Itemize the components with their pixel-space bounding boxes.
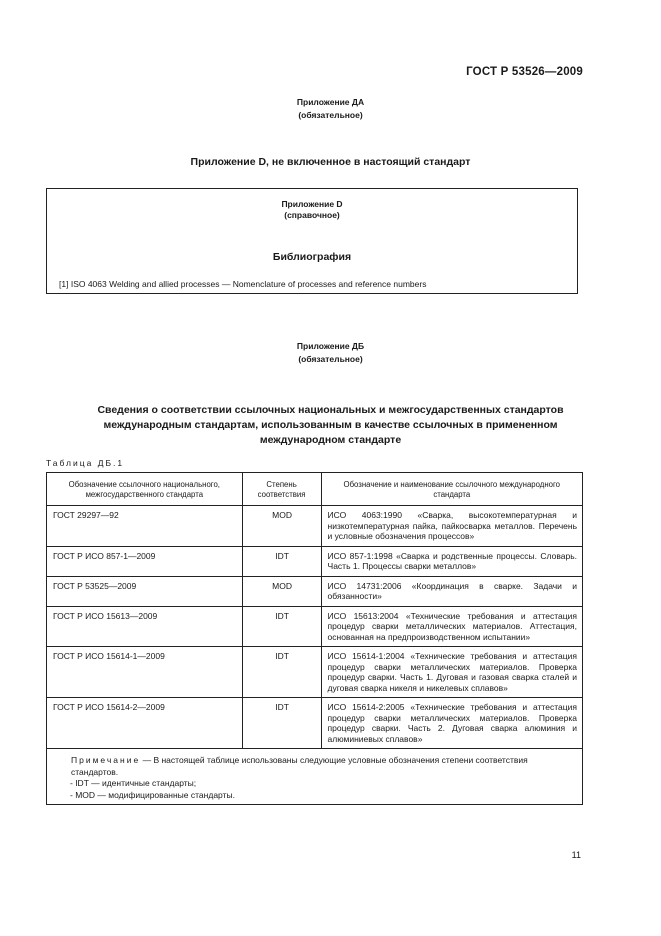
table-note [47, 749, 583, 805]
table-row [47, 506, 583, 547]
note-item-mod: - MOD — модифицированные стандарты. [70, 789, 235, 800]
appendix-d-box [46, 188, 578, 294]
table-note-row [47, 749, 583, 805]
bibliography-entry [59, 279, 426, 289]
table-header-row [47, 473, 583, 506]
cell-degree: MOD [242, 506, 321, 547]
bibliography-title: Библиография [272, 251, 352, 263]
bibliography-ref-number: [1] [59, 279, 69, 289]
header-degree: Степень соответствия [242, 473, 321, 506]
cell-national: ГОСТ Р ИСО 15614-1—2009 [47, 647, 243, 698]
appendix-db-heading [0, 403, 661, 448]
table-row [47, 546, 583, 576]
appendix-da-title [0, 96, 661, 122]
cell-national: ГОСТ Р ИСО 15614-2—2009 [47, 698, 243, 749]
appendix-d-title: Приложение D [281, 199, 343, 209]
appendix-db-status: (обязательное) [298, 354, 363, 364]
appendix-db-heading-line1: Сведения о соответствии ссылочных национальных и межгосударственных стандартов [97, 404, 564, 416]
cell-degree: IDT [242, 647, 321, 698]
cell-national: ГОСТ Р ИСО 15613—2009 [47, 606, 243, 647]
cell-international: ИСО 857-1:1998 «Сварка и родственные процессы. Словарь. Часть 1. Процессы сварки металлов» [321, 546, 582, 576]
header-international: Обозначение и наименование ссылочного международного стандарта [321, 473, 582, 506]
cell-national: ГОСТ Р 53525—2009 [47, 576, 243, 606]
cell-degree: IDT [242, 698, 321, 749]
correspondence-table [46, 472, 583, 805]
table-row [47, 606, 583, 647]
appendix-db-title [0, 340, 661, 366]
table-row [47, 647, 583, 698]
page-number: 11 [571, 850, 581, 860]
appendix-d-status: (справочное) [284, 210, 340, 220]
standard-designation: ГОСТ Р 53526—2009 [466, 66, 583, 78]
note-label: Примечание [71, 755, 141, 765]
cell-degree: IDT [242, 546, 321, 576]
cell-international: ИСО 4063:1990 «Сварка, высокотемпературная и низкотемпературная пайка, пайкосварка металлов. Перечень и условные обозначения процессов» [321, 506, 582, 547]
cell-national: ГОСТ Р ИСО 857-1—2009 [47, 546, 243, 576]
cell-national: ГОСТ 29297—92 [47, 506, 243, 547]
appendix-db-heading-line3: международном стандарте [259, 434, 402, 446]
appendix-da-label: Приложение ДА [296, 97, 365, 107]
bibliography-ref-text: ISO 4063 Welding and allied processes — Nomenclature of processes and reference numbers [70, 279, 427, 289]
appendix-da-heading: Приложение D, не включенное в настоящий стандарт [190, 156, 471, 168]
cell-international: ИСО 15614-2:2005 «Технические требования и аттестация процедур сварки металлических материалов. Проверка процедур сварки. Часть 2. Дуговая сварка алюминия и алюминиевых сплавов» [321, 698, 582, 749]
cell-international: ИСО 15613:2004 «Технические требования и аттестация процедур сварки металлических материалов. Аттестация, основанная на предпроизводственном испытании» [321, 606, 582, 647]
appendix-db-heading-line2: международным стандартам, использованным в качестве ссылочных в примененном [103, 419, 558, 431]
cell-international: ИСО 15614-1:2004 «Технические требования и аттестация процедур сварки металлических материалов. Проверка процедур сварки. Часть 1. Дуговая и газовая сварка сталей и дуговая сварка никеля и никелевых сплавов» [321, 647, 582, 698]
cell-degree: MOD [242, 576, 321, 606]
header-national: Обозначение ссылочного национального, межгосударственного стандарта [47, 473, 243, 506]
table-row [47, 698, 583, 749]
table-row [47, 576, 583, 606]
table-caption: Таблица ДБ.1 [46, 458, 125, 468]
cell-degree: IDT [242, 606, 321, 647]
cell-international: ИСО 14731:2006 «Координация в сварке. Задачи и обязанности» [321, 576, 582, 606]
note-text: — В настоящей таблице использованы следующие условные обозначения степени соответствия стандартов. [71, 755, 528, 777]
note-item-idt: - IDT — идентичные стандарты; [70, 778, 197, 788]
note-main [53, 755, 576, 778]
appendix-db-label: Приложение ДБ [296, 341, 365, 351]
appendix-da-status: (обязательное) [298, 110, 363, 120]
